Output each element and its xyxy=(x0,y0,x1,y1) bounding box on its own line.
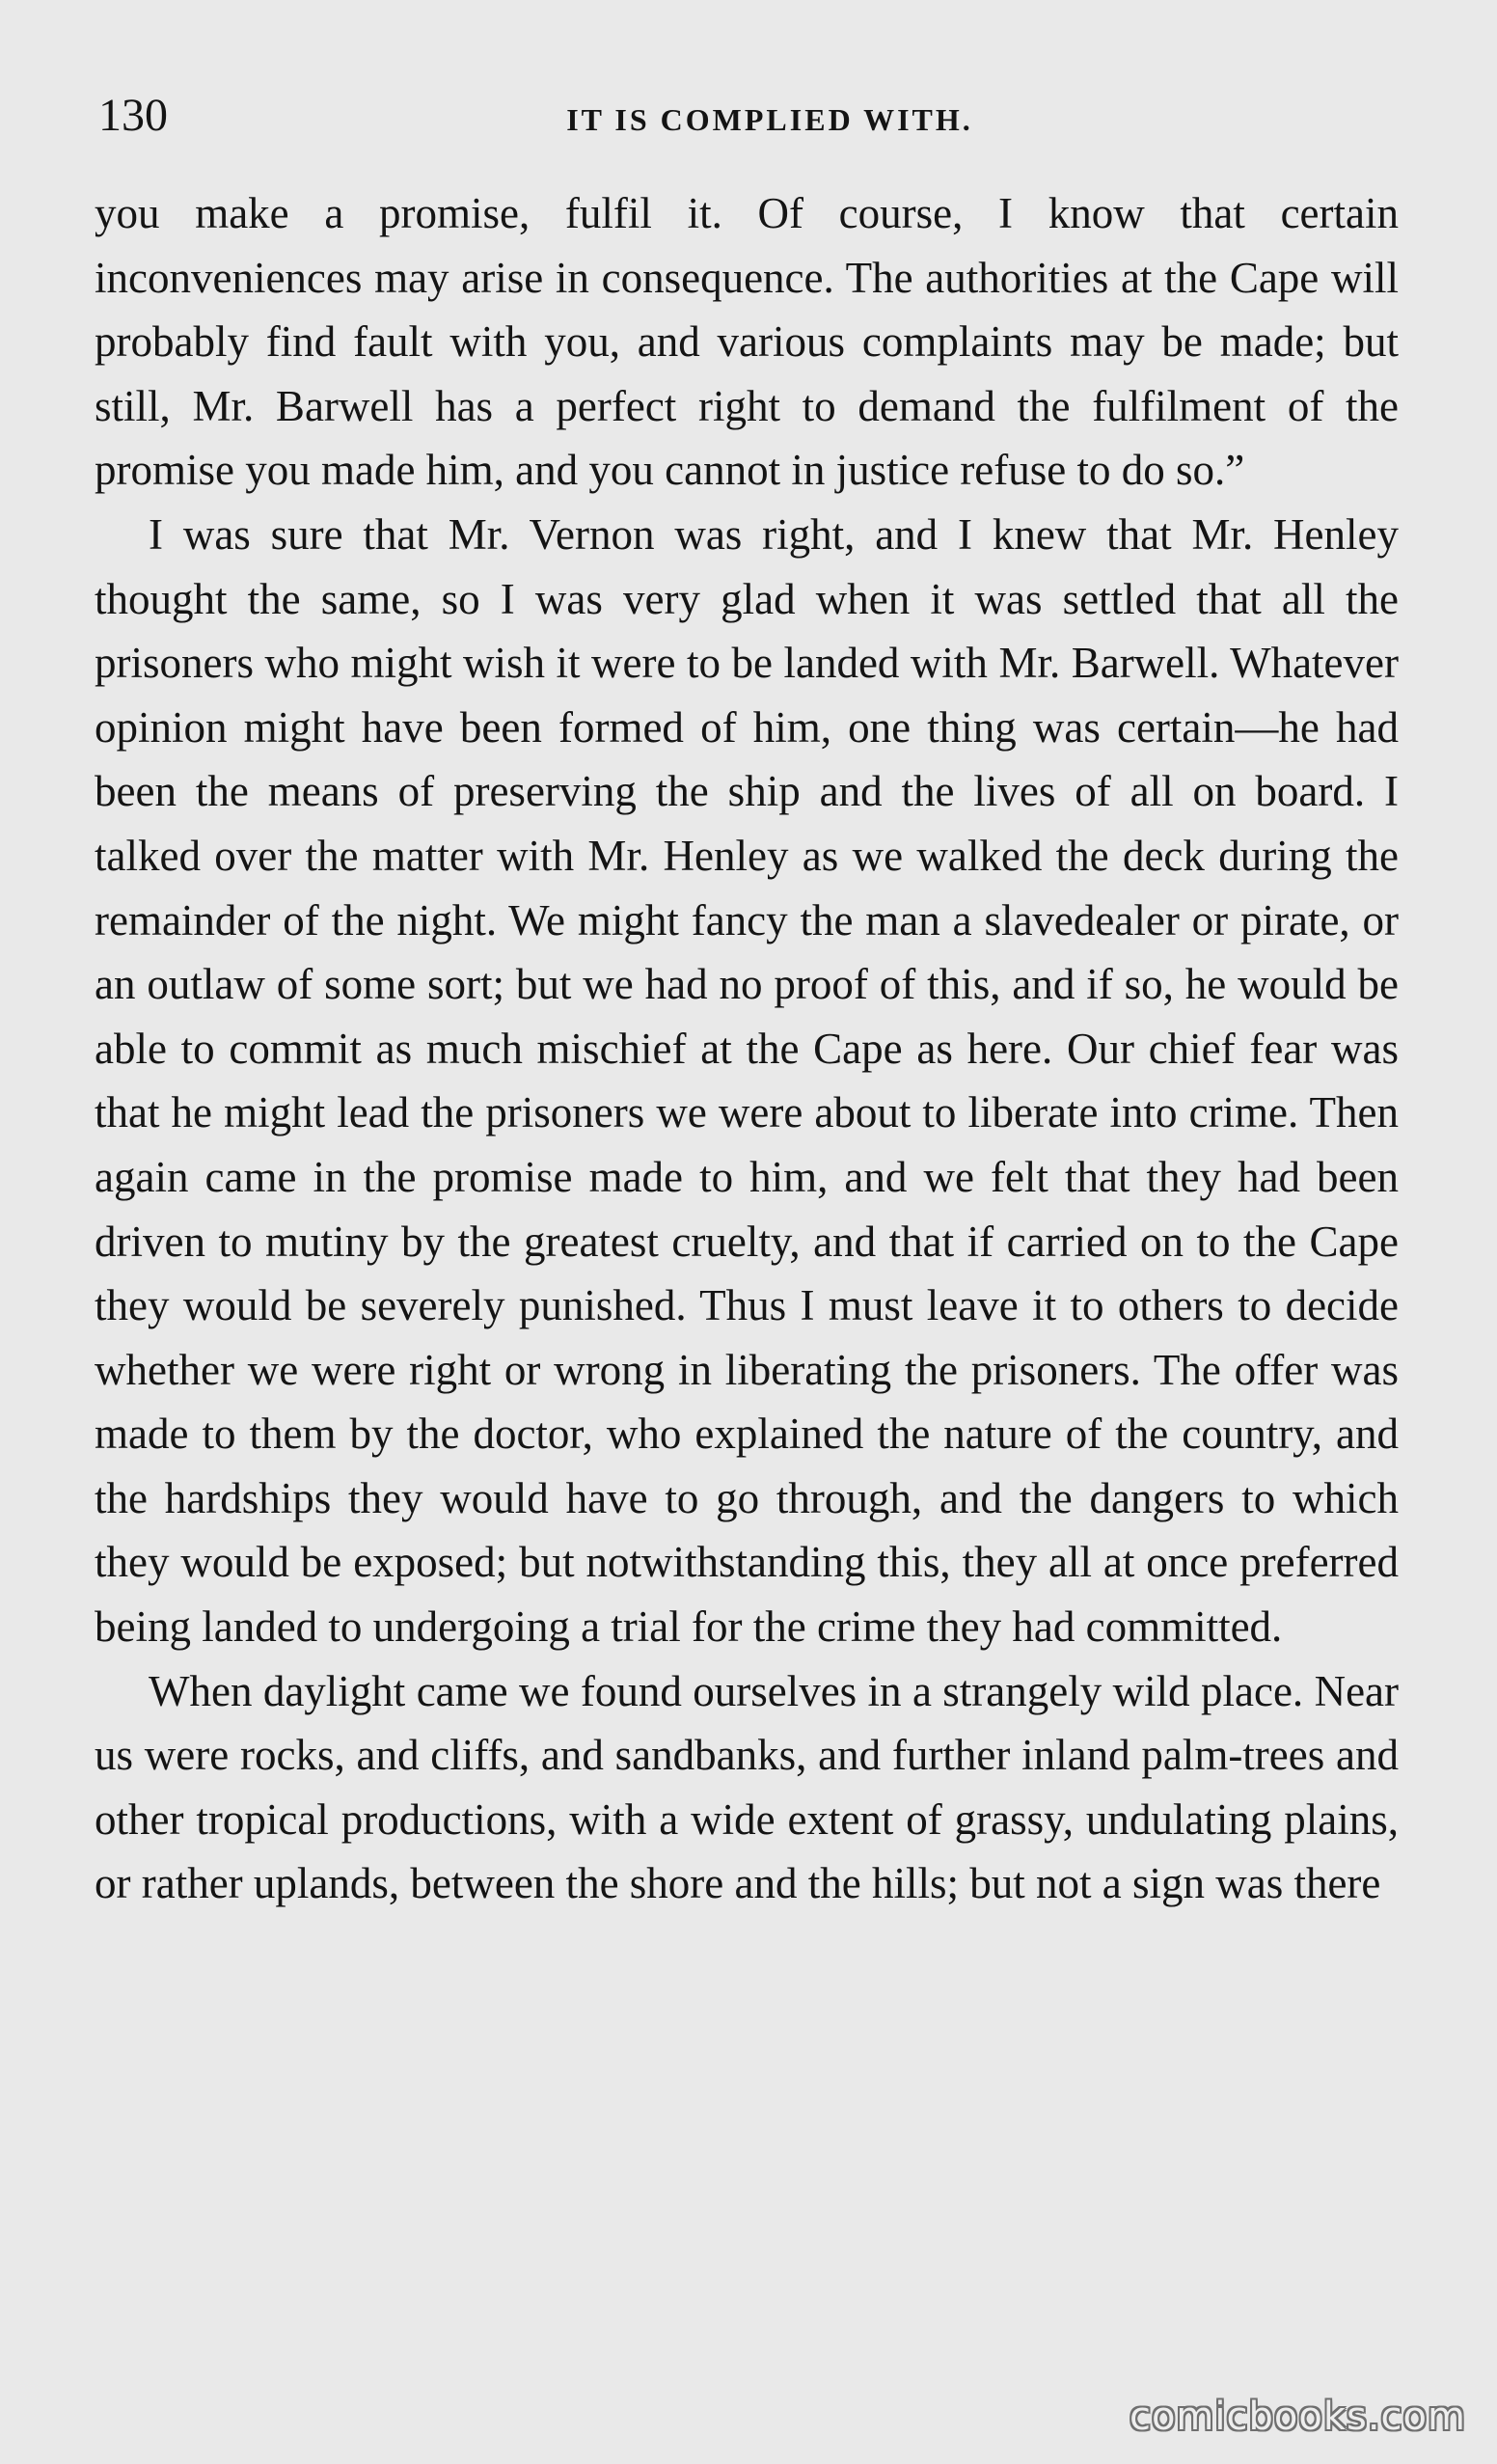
page-number: 130 xyxy=(98,90,168,141)
running-head: IT IS COMPLIED WITH. xyxy=(566,102,973,137)
paragraph-3: When daylight came we found ourselves in a strangely wild place. Near us were rocks, and cliffs, and sandbanks, and further inland palm-trees and other tropical productions, with a wide extent of grassy, undulating plains, or rather uplands, between the shore and the hills; but not a sign was there xyxy=(95,1666,1399,1908)
paragraph-2: I was sure that Mr. Vernon was right, and I knew that Mr. Henley thought the same, so I was very glad when it was settled that all the prisoners who might wish it were to be landed with Mr. Barwell. Whatever opinion might have been formed of him, one thing was certain—he had been the means of preserving the ship and the lives of all on board. I talked over the matter with Mr. Henley as we walked the deck during the remainder of the night. We might fancy the man a slavedealer or pirate, or an outlaw of some sort; but we had no proof of this, and if so, he would be able to commit as much mischief at the Cape as here. Our chief fear was that he might lead the prisoners we were about to liberate into crime. Then again came in the promise made to him, and we felt that they had been driven to mutiny by the greatest cruelty, and that if carried on to the Cape they would be severely punished. Thus I must leave it to others to decide whether we were right or wrong in liberating the prisoners. The offer was made to them by the doctor, who explained the nature of the country, and the hardships they would have to go through, and the dangers to which they would be exposed; but notwithstanding this, they all at once preferred being landed to undergoing a trial for the crime they had committed. xyxy=(95,509,1399,1652)
body-text xyxy=(95,181,1399,1916)
paragraph-1: you make a promise, fulfil it. Of course, I know that certain inconveniences may arise in consequence. The authorities at the Cape will probably find fault with you, and various complaints may be made; but still, Mr. Barwell has a perfect right to demand the fulfilment of the promise you made him, and you cannot in justice refuse to do so.” xyxy=(95,189,1399,495)
watermark-logo: comicbooks.com xyxy=(1129,2395,1466,2439)
page-header xyxy=(96,85,1404,152)
